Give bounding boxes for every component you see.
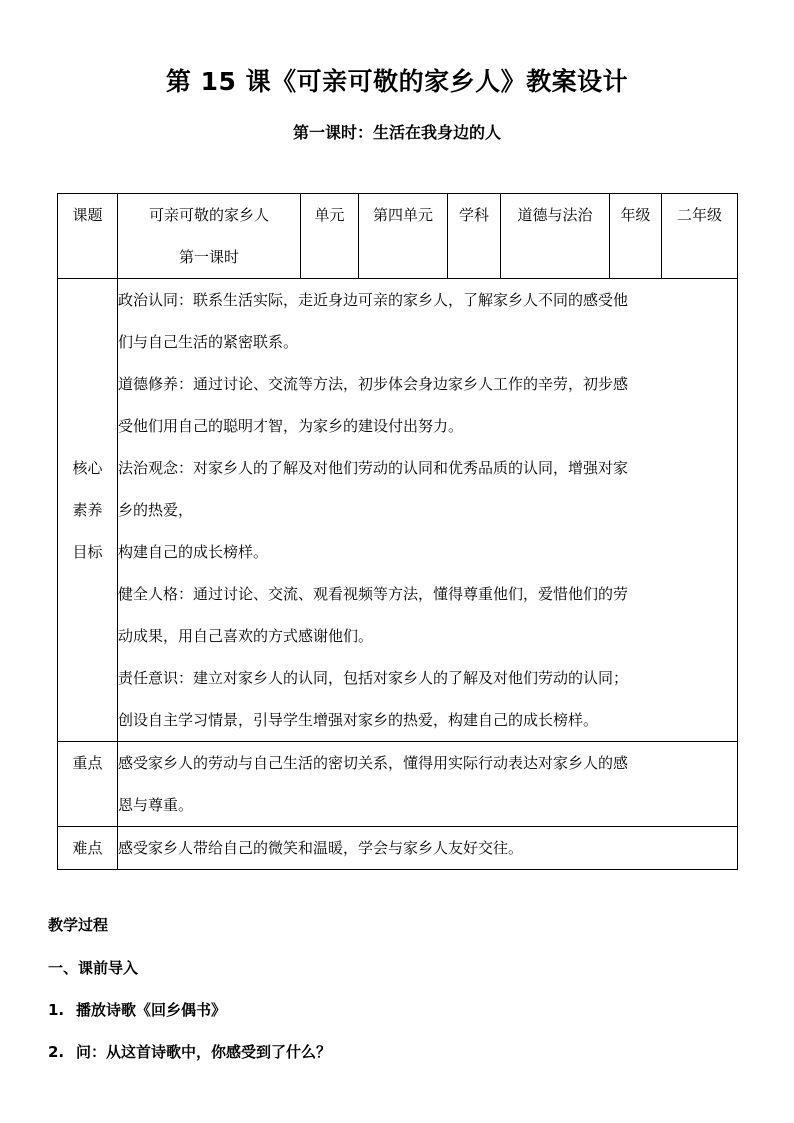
core-line: 道德修养：通过讨论、交流等方法，初步体会身边家乡人工作的辛劳，初步感 [118, 375, 629, 393]
item-text: 问：从这首诗歌中，你感受到了什么？ [76, 1043, 332, 1061]
core-goals-label: 核心 素养 目标 [58, 279, 118, 742]
core-line: 政治认同：联系生活实际，走近身边可亲的家乡人，了解家乡人不同的感受他 [118, 291, 629, 309]
key-points-row [58, 742, 738, 827]
key-line: 感受家乡人的劳动与自己生活的密切关系，懂得用实际行动表达对家乡人的感 [118, 754, 629, 772]
subject-value: 道德与法治 [501, 194, 610, 279]
core-goals-row [58, 279, 738, 742]
process-heading: 教学过程 [48, 916, 109, 934]
document-subtitle: 第一课时：生活在我身边的人 [292, 123, 501, 142]
grade-value: 二年级 [662, 194, 738, 279]
key-line: 恩与尊重。 [118, 796, 194, 814]
core-line: 们与自己生活的紧密联系。 [118, 333, 299, 351]
core-line: 健全人格：通过讨论、交流、观看视频等方法，懂得尊重他们，爱惜他们的劳 [118, 585, 629, 603]
core-line: 动成果，用自己喜欢的方式感谢他们。 [118, 627, 374, 645]
unit-value: 第四单元 [359, 194, 448, 279]
core-line: 创设自主学习情景，引导学生增强对家乡的热爱，构建自己的成长榜样。 [118, 711, 599, 729]
topic-value-line1: 可亲可敬的家乡人 [148, 206, 269, 224]
core-line: 乡的热爱， [118, 501, 194, 519]
difficulty-label: 难点 [58, 827, 118, 870]
key-points-content [118, 742, 738, 827]
item-number: 2. [48, 1043, 65, 1061]
topic-label: 课题 [58, 194, 118, 279]
grade-label: 年级 [610, 194, 662, 279]
item-text: 播放诗歌《回乡偶书》 [76, 1001, 227, 1019]
topic-value-line2: 第一课时 [178, 248, 239, 266]
difficulty-content: 感受家乡人带给自己的微笑和温暖，学会与家乡人友好交往。 [118, 827, 738, 870]
header-row [58, 194, 738, 279]
lesson-plan-table [57, 193, 738, 870]
topic-value [118, 194, 301, 279]
process-item [48, 1041, 331, 1062]
unit-label: 单元 [301, 194, 359, 279]
key-points-label: 重点 [58, 742, 118, 827]
document-title: 第 15 课《可亲可敬的家乡人》教案设计 [165, 67, 629, 96]
core-goals-content [118, 279, 738, 742]
core-line: 责任意识：建立对家乡人的认同，包括对家乡人的了解及对他们劳动的认同； [118, 669, 629, 687]
subject-label: 学科 [448, 194, 501, 279]
item-number: 1. [48, 1001, 65, 1019]
core-line: 法治观念：对家乡人的了解及对他们劳动的认同和优秀品质的认同，增强对家 [118, 459, 629, 477]
process-item [48, 999, 226, 1020]
core-line: 受他们用自己的聪明才智，为家乡的建设付出努力。 [118, 417, 464, 435]
core-line: 构建自己的成长榜样。 [118, 543, 269, 561]
difficulty-row [58, 827, 738, 870]
section-pre-class-intro: 一、课前导入 [48, 959, 139, 977]
